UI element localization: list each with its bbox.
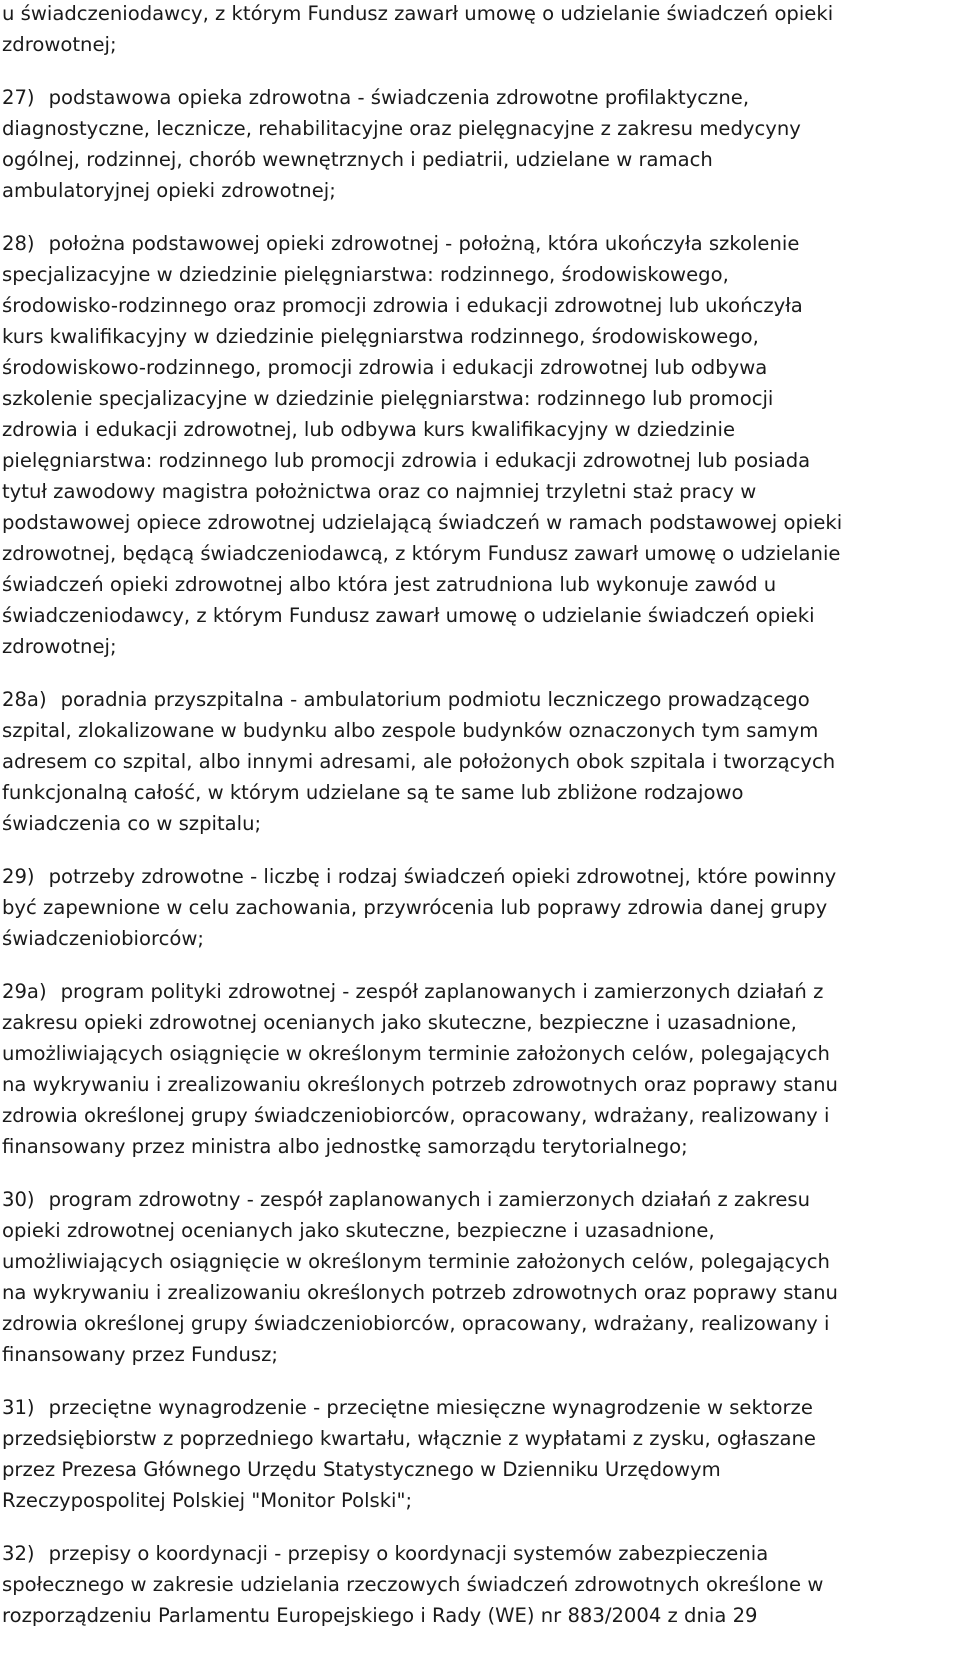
line-text: zdrowia określonej grupy świadczeniobiorców, opracowany, wdrażany, realizowany i	[2, 1104, 830, 1127]
line-text: przeciętne wynagrodzenie - przeciętne miesięczne wynagrodzenie w sektorze	[48, 1396, 813, 1419]
definition-paragraph	[2, 861, 956, 954]
definition-paragraph	[2, 976, 956, 1162]
paragraph-line	[2, 1600, 956, 1631]
line-text: zdrowotnej, będącą świadczeniodawcą, z którym Fundusz zawarł umowę o udzielanie	[2, 542, 841, 565]
paragraph-line	[2, 1569, 956, 1600]
paragraph-line	[2, 321, 956, 352]
line-text: przez Prezesa Głównego Urzędu Statystycznego w Dzienniku Urzędowym	[2, 1458, 721, 1481]
paragraph-line	[2, 1538, 956, 1569]
definition-paragraph	[2, 1184, 956, 1370]
line-text: ogólnej, rodzinnej, chorób wewnętrznych i pediatrii, udzielane w ramach	[2, 148, 713, 171]
paragraph-line	[2, 1131, 956, 1162]
paragraph-line	[2, 476, 956, 507]
paragraph-number: 27)	[2, 86, 35, 109]
paragraph-line	[2, 600, 956, 631]
line-text: zdrowotnej;	[2, 635, 117, 658]
paragraph-line	[2, 290, 956, 321]
paragraph-line	[2, 1069, 956, 1100]
paragraph-number: 29)	[2, 865, 35, 888]
paragraph-line	[2, 383, 956, 414]
line-text: zdrowotnej;	[2, 33, 117, 56]
definition-paragraph	[2, 82, 956, 206]
paragraph-line	[2, 144, 956, 175]
line-text: ambulatoryjnej opieki zdrowotnej;	[2, 179, 336, 202]
line-text: umożliwiających osiągnięcie w określonym terminie założonych celów, polegających	[2, 1042, 830, 1065]
line-text: funkcjonalną całość, w którym udzielane są te same lub zbliżone rodzajowo	[2, 781, 744, 804]
paragraph-line	[2, 746, 956, 777]
line-text: Rzeczypospolitej Polskiej "Monitor Polski";	[2, 1489, 413, 1512]
line-text: opieki zdrowotnej ocenianych jako skuteczne, bezpieczne i uzasadnione,	[2, 1219, 715, 1242]
line-text: środowisko-rodzinnego oraz promocji zdrowia i edukacji zdrowotnej lub ukończyła	[2, 294, 803, 317]
paragraph-number: 29a)	[2, 980, 47, 1003]
line-text: podstawowa opieka zdrowotna - świadczenia zdrowotne profilaktyczne,	[48, 86, 750, 109]
paragraph-line	[2, 228, 956, 259]
line-text: zakresu opieki zdrowotnej ocenianych jako skuteczne, bezpieczne i uzasadnione,	[2, 1011, 797, 1034]
line-text: kurs kwalifikacyjny w dziedzinie pielęgniarstwa rodzinnego, środowiskowego,	[2, 325, 759, 348]
definition-paragraph	[2, 684, 956, 839]
definition-paragraph	[2, 228, 956, 662]
paragraph-line	[2, 445, 956, 476]
paragraph-line	[2, 684, 956, 715]
line-text: program zdrowotny - zespół zaplanowanych i zamierzonych działań z zakresu	[48, 1188, 810, 1211]
paragraph-line	[2, 1277, 956, 1308]
paragraph-line	[2, 1485, 956, 1516]
paragraph-line	[2, 715, 956, 746]
line-text: przedsiębiorstw z poprzedniego kwartału, włącznie z wypłatami z zysku, ogłaszane	[2, 1427, 816, 1450]
paragraph-line	[2, 29, 956, 60]
paragraph-number: 30)	[2, 1188, 35, 1211]
line-text: świadczenia co w szpitalu;	[2, 812, 262, 835]
line-text: rozporządzeniu Parlamentu Europejskiego i Rady (WE) nr 883/2004 z dnia 29	[2, 1604, 758, 1627]
paragraph-line	[2, 1038, 956, 1069]
paragraph-line	[2, 1454, 956, 1485]
line-text: adresem co szpital, albo innymi adresami, ale położonych obok szpitala i tworzących	[2, 750, 836, 773]
line-text: zdrowia i edukacji zdrowotnej, lub odbywa kurs kwalifikacyjny w dziedzinie	[2, 418, 736, 441]
line-text: u świadczeniodawcy, z którym Fundusz zawarł umowę o udzielanie świadczeń opieki	[2, 2, 834, 25]
paragraph-line	[2, 861, 956, 892]
line-text: podstawowej opiece zdrowotnej udzielającą świadczeń w ramach podstawowej opieki	[2, 511, 843, 534]
line-text: specjalizacyjne w dziedzinie pielęgniarstwa: rodzinnego, środowiskowego,	[2, 263, 729, 286]
document-body	[2, 0, 956, 1653]
paragraph-line	[2, 976, 956, 1007]
paragraph-line	[2, 1100, 956, 1131]
paragraph-number: 28a)	[2, 688, 47, 711]
line-text: poradnia przyszpitalna - ambulatorium podmiotu leczniczego prowadzącego	[60, 688, 810, 711]
line-text: zdrowia określonej grupy świadczeniobiorców, opracowany, wdrażany, realizowany i	[2, 1312, 830, 1335]
line-text: przepisy o koordynacji - przepisy o koordynacji systemów zabezpieczenia	[48, 1542, 769, 1565]
paragraph-line	[2, 1246, 956, 1277]
paragraph-number: 28)	[2, 232, 35, 255]
paragraph-line	[2, 1423, 956, 1454]
line-text: być zapewnione w celu zachowania, przywrócenia lub poprawy zdrowia danej grupy	[2, 896, 828, 919]
paragraph-line	[2, 538, 956, 569]
paragraph-line	[2, 923, 956, 954]
definition-paragraph	[2, 0, 956, 60]
paragraph-line	[2, 1308, 956, 1339]
line-text: szpital, zlokalizowane w budynku albo zespole budynków oznaczonych tym samym	[2, 719, 819, 742]
line-text: świadczeniobiorców;	[2, 927, 204, 950]
paragraph-line	[2, 352, 956, 383]
line-text: potrzeby zdrowotne - liczbę i rodzaj świadczeń opieki zdrowotnej, które powinny	[48, 865, 837, 888]
line-text: tytuł zawodowy magistra położnictwa oraz co najmniej trzyletni staż pracy w	[2, 480, 757, 503]
paragraph-line	[2, 1339, 956, 1370]
line-text: świadczeń opieki zdrowotnej albo która jest zatrudniona lub wykonuje zawód u	[2, 573, 777, 596]
paragraph-line	[2, 113, 956, 144]
paragraph-number: 31)	[2, 1396, 35, 1419]
line-text: położna podstawowej opieki zdrowotnej - położną, która ukończyła szkolenie	[48, 232, 800, 255]
line-text: na wykrywaniu i zrealizowaniu określonych potrzeb zdrowotnych oraz poprawy stanu	[2, 1281, 838, 1304]
paragraph-line	[2, 569, 956, 600]
line-text: finansowany przez Fundusz;	[2, 1343, 278, 1366]
paragraph-line	[2, 259, 956, 290]
paragraph-line	[2, 175, 956, 206]
paragraph-line	[2, 1007, 956, 1038]
line-text: program polityki zdrowotnej - zespół zaplanowanych i zamierzonych działań z	[60, 980, 824, 1003]
line-text: szkolenie specjalizacyjne w dziedzinie pielęgniarstwa: rodzinnego lub promocji	[2, 387, 774, 410]
line-text: środowiskowo-rodzinnego, promocji zdrowia i edukacji zdrowotnej lub odbywa	[2, 356, 768, 379]
line-text: świadczeniodawcy, z którym Fundusz zawarł umowę o udzielanie świadczeń opieki	[2, 604, 815, 627]
paragraph-line	[2, 1392, 956, 1423]
paragraph-line	[2, 1215, 956, 1246]
line-text: społecznego w zakresie udzielania rzeczowych świadczeń zdrowotnych określone w	[2, 1573, 824, 1596]
line-text: diagnostyczne, lecznicze, rehabilitacyjne oraz pielęgnacyjne z zakresu medycyny	[2, 117, 801, 140]
paragraph-line	[2, 82, 956, 113]
paragraph-line	[2, 631, 956, 662]
line-text: na wykrywaniu i zrealizowaniu określonych potrzeb zdrowotnych oraz poprawy stanu	[2, 1073, 838, 1096]
paragraph-line	[2, 892, 956, 923]
definition-paragraph	[2, 1392, 956, 1516]
paragraph-line	[2, 507, 956, 538]
paragraph-line	[2, 1184, 956, 1215]
line-text: finansowany przez ministra albo jednostkę samorządu terytorialnego;	[2, 1135, 688, 1158]
paragraph-number: 32)	[2, 1542, 35, 1565]
definition-paragraph	[2, 1538, 956, 1631]
paragraph-line	[2, 414, 956, 445]
paragraph-line	[2, 808, 956, 839]
paragraph-line	[2, 777, 956, 808]
line-text: pielęgniarstwa: rodzinnego lub promocji zdrowia i edukacji zdrowotnej lub posiada	[2, 449, 811, 472]
line-text: umożliwiających osiągnięcie w określonym terminie założonych celów, polegających	[2, 1250, 830, 1273]
paragraph-line	[2, 0, 956, 29]
